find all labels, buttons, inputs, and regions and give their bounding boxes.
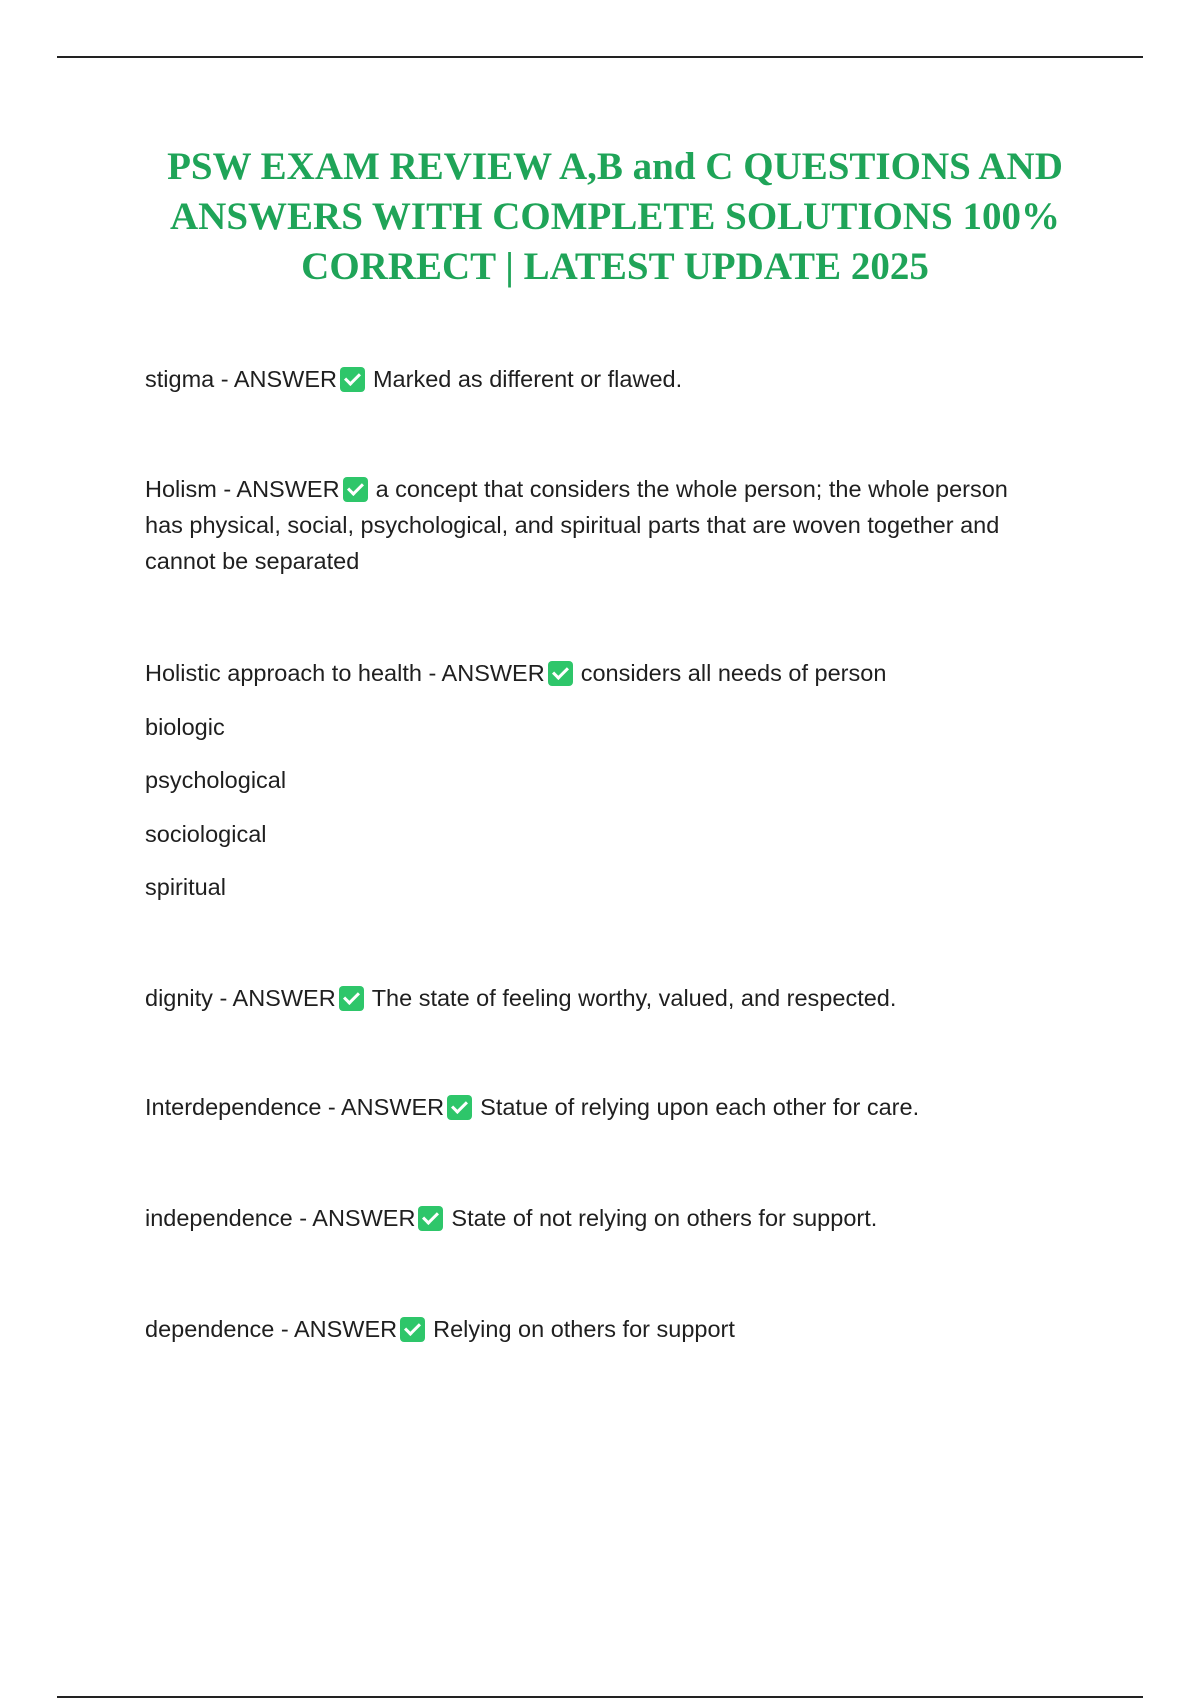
check-icon	[447, 1095, 472, 1120]
check-icon	[548, 661, 573, 686]
term: Holistic approach to health	[145, 660, 422, 686]
entry-holism: Holism - ANSWER a concept that considers the whole person; the whole person has physical, social, psychological, and spiritual parts that are woven together and cannot be separated	[145, 476, 1008, 574]
check-icon	[340, 367, 365, 392]
answer: Statue of relying upon each other for care.	[480, 1094, 920, 1120]
entry-interdependence: Interdependence - ANSWER Statue of relying upon each other for care.	[145, 1094, 920, 1120]
term: dependence	[145, 1316, 275, 1342]
entry-dignity: dignity - ANSWER The state of feeling worthy, valued, and respected.	[145, 985, 897, 1011]
answer: considers all needs of person	[580, 660, 887, 686]
check-icon	[418, 1206, 443, 1231]
term: Interdependence	[145, 1094, 322, 1120]
answer-marker: ANSWER	[341, 1094, 445, 1120]
answer: Relying on others for support	[433, 1316, 735, 1342]
answer-marker: ANSWER	[236, 476, 340, 502]
answer-marker: ANSWER	[441, 660, 545, 686]
document-title: PSW EXAM REVIEW A,B and C QUESTIONS AND ANSWERS WITH COMPLETE SOLUTIONS 100% CORRECT | LATEST UPDATE 2025	[167, 145, 1063, 288]
answer: State of not relying on others for support.	[451, 1205, 878, 1231]
answer-marker: ANSWER	[233, 366, 337, 392]
entry-holistic-approach: Holistic approach to health - ANSWER considers all needs of person	[145, 660, 887, 686]
check-icon	[343, 477, 368, 502]
term: Holism	[145, 476, 217, 502]
entry-independence: independence - ANSWER State of not relying on others for support.	[145, 1205, 878, 1231]
bottom-rule	[57, 1696, 1143, 1698]
entry-dependence: dependence - ANSWER Relying on others for support	[145, 1316, 735, 1342]
answer: The state of feeling worthy, valued, and respected.	[371, 985, 897, 1011]
check-icon	[400, 1317, 425, 1342]
term: dignity	[145, 985, 213, 1011]
need-item: biologic	[145, 714, 225, 740]
need-item: sociological	[145, 821, 267, 847]
check-icon	[339, 986, 364, 1011]
answer: Marked as different or flawed.	[372, 366, 683, 392]
need-item: psychological	[145, 767, 287, 793]
answer-marker: ANSWER	[312, 1205, 416, 1231]
term: stigma	[145, 366, 215, 392]
need-item: spiritual	[145, 874, 226, 900]
answer-marker: ANSWER	[293, 1316, 398, 1342]
answer: a concept that considers the whole person; the whole person has physical, social, psychological, and spiritual parts that are woven together and cannot be separated	[145, 476, 1008, 574]
entry-stigma: stigma - ANSWER Marked as different or flawed.	[145, 366, 683, 392]
term: independence	[145, 1205, 293, 1231]
answer-marker: ANSWER	[232, 985, 336, 1011]
